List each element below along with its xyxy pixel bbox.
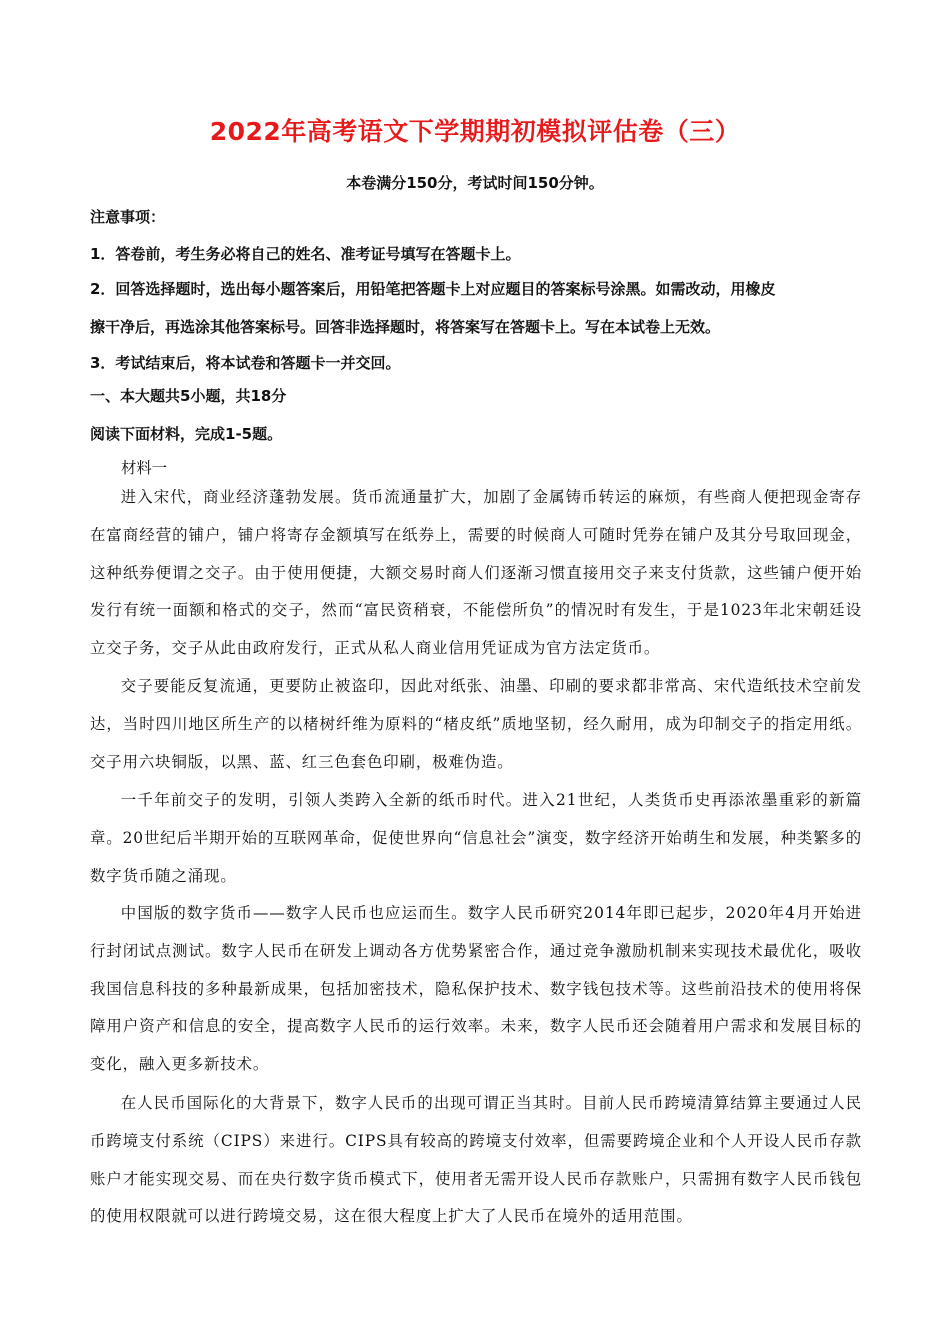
- paragraph-2: 交子要能反复流通，更要防止被盗印，因此对纸张、油墨、印刷的要求都非常高、宋代造纸技术空前发达，当时四川地区所生产的以楮树纤维为原料的“楮皮纸”质地坚韧，经久耐用，成为印制交子的指定用纸。交子用六块铜版，以黑、蓝、红三色套色印刷，极难伪造。: [90, 677, 862, 771]
- material-label: 材料一: [121, 459, 168, 477]
- paragraph-1: 进入宋代，商业经济蓬勃发展。货币流通量扩大，加剧了金属铸币转运的麻烦，有些商人便把现金寄存在富商经营的铺户，铺户将寄存金额填写在纸券上，需要的时候商人可随时凭券在铺户及其分号取回现金，这种纸券便谓之交子。由于使用便捷，大额交易时商人们逐渐习惯直接用交子来支付货款，这些铺户便开始发行有统一面额和格式的交子，然而“富民资稍衰，不能偿所负”的情况时有发生，于是1023年北宋朝廷设立交子务，交子从此由政府发行，正式从私人商业信用凭证成为官方法定货币。: [90, 488, 862, 658]
- section-prompt: 阅读下面材料，完成1-5题。: [90, 425, 283, 443]
- instruction-item-1: 1．答卷前，考生务必将自己的姓名、准考证号填写在答题卡上。: [90, 245, 521, 263]
- paragraph-5: 在人民币国际化的大背景下，数字人民币的出现可谓正当其时。目前人民币跨境清算结算主要通过人民币跨境支付系统（CIPS）来进行。CIPS具有较高的跨境支付效率，但需要跨境企业和个人开设人民币存款账户才能实现交易、而在央行数字货币模式下，使用者无需开设人民币存款账户，只需拥有数字人民币钱包的使用权限就可以进行跨境交易，这在很大程度上扩大了人民币在境外的适用范围。: [90, 1094, 862, 1226]
- exam-title: 2022年高考语文下学期期初模拟评估卷（三）: [209, 117, 741, 146]
- paragraph-4: 中国版的数字货币——数字人民币也应运而生。数字人民币研究2014年即已起步，2020年4月开始进行封闭试点测试。数字人民币在研发上调动各方优势紧密合作，通过竞争激励机制来实现技术最优化，吸收我国信息科技的多种最新成果，包括加密技术，隐私保护技术、数字钱包技术等。这些前沿技术的使用将保障用户资产和信息的安全，提高数字人民币的运行效率。未来，数字人民币还会随着用户需求和发展目标的变化，融入更多新技术。: [90, 904, 862, 1074]
- instruction-item-2-line-2: 擦干净后，再选涂其他答案标号。回答非选择题时，将答案写在答题卡上。写在本试卷上无效。: [90, 318, 721, 336]
- section-heading: 一、本大题共5小题，共18分: [90, 387, 287, 405]
- paragraph-3: 一千年前交子的发明，引领人类跨入全新的纸币时代。进入21世纪，人类货币史再添浓墨重彩的新篇章。20世纪后半期开始的互联网革命，促使世界向“信息社会”演变，数字经济开始萌生和发展，种类繁多的数字货币随之涌现。: [90, 791, 862, 885]
- instruction-item-2-line-1: 2．回答选择题时，选出每小题答案后，用铅笔把答题卡上对应题目的答案标号涂黑。如需改动，用橡皮: [90, 280, 776, 298]
- instruction-item-3: 3．考试结束后，将本试卷和答题卡一并交回。: [90, 354, 401, 372]
- exam-subtitle: 本卷满分150分，考试时间150分钟。: [346, 174, 604, 192]
- instructions-heading: 注意事项：: [90, 208, 166, 226]
